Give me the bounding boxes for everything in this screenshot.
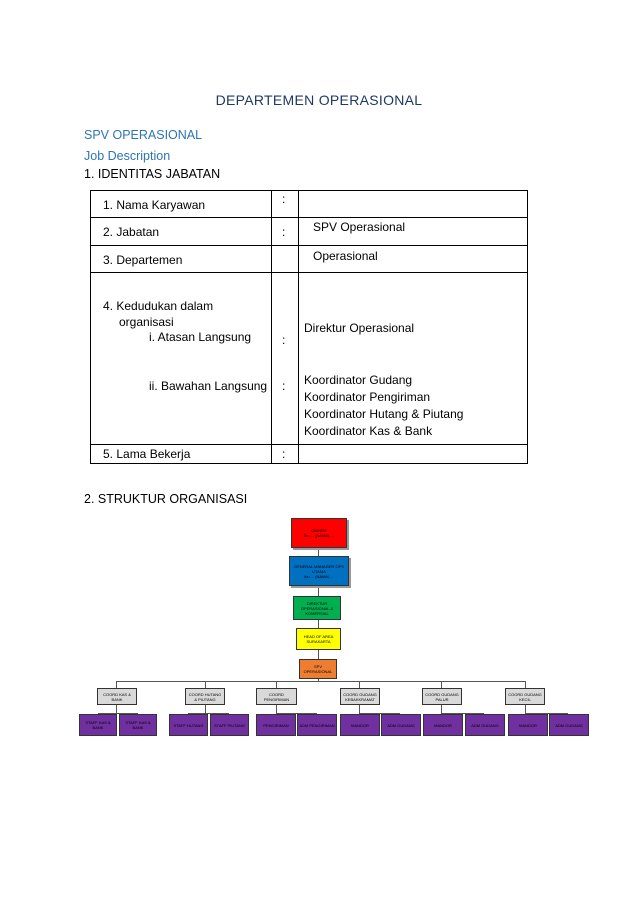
colon: : — [282, 379, 286, 393]
org-staff: MANDOR — [508, 714, 548, 736]
org-staff: ADM GUDANG — [381, 714, 421, 736]
label-organisasi: organisasi — [119, 315, 174, 329]
value-bawahan-3: Koordinator Hutang & Piutang — [304, 407, 464, 421]
org-staff: STAFF HUTANG — [169, 714, 208, 736]
org-coord: COORD GUDANG PALUR — [422, 688, 462, 705]
org-coord: COORD HUTANG & PIUTANG — [185, 688, 225, 705]
label-kedudukan: 4. Kedudukan dalam — [103, 299, 214, 313]
value-bawahan-2: Koordinator Pengiriman — [304, 390, 431, 404]
value-atasan: Direktur Operasional — [304, 321, 415, 335]
org-staff: ADM GUDANG — [549, 714, 589, 736]
label-jabatan: 2. Jabatan — [103, 225, 160, 239]
org-staff: MANDOR — [340, 714, 380, 736]
org-staff: MANDOR — [423, 714, 463, 736]
org-gm: GENERAL MANAGER OPS UTAMA Ibu ... (NAMA) ... — [289, 556, 349, 586]
org-owner: OWNER Ibu ... (NAMA) ... — [291, 518, 347, 548]
colon: : — [282, 192, 286, 206]
org-spv: SPV OPERASIONAL — [299, 659, 337, 679]
value-jabatan: SPV Operasional — [313, 220, 406, 234]
org-staff: ADM PENGIRIMAN — [297, 714, 337, 736]
org-coord: COORD PENGIRIMAN — [256, 688, 297, 705]
label-departemen: 3. Departemen — [103, 253, 183, 267]
org-staff: ADM GUDANG — [465, 714, 505, 736]
value-bawahan-1: Koordinator Gudang — [304, 373, 413, 387]
label-atasan: i. Atasan Langsung — [149, 330, 252, 344]
colon: : — [282, 225, 286, 239]
job-description-heading: Job Description — [84, 149, 171, 163]
value-departemen: Operasional — [313, 249, 378, 263]
org-staff: STAFF PIUTANG — [210, 714, 249, 736]
org-staff: STAFF KAS & BANK — [119, 714, 157, 736]
spv-heading: SPV OPERASIONAL — [84, 128, 203, 142]
section-identity-heading: 1. IDENTITAS JABATAN — [84, 167, 221, 181]
org-head-area: HEAD OF AREA SURAKARTA — [296, 628, 341, 650]
label-lama-bekerja: 5. Lama Bekerja — [103, 447, 191, 461]
page-title: DEPARTEMEN OPERASIONAL — [215, 92, 423, 108]
colon: : — [282, 333, 286, 347]
org-coord: COORD KAS & BANK — [97, 688, 137, 705]
org-coord: COORD GUDANG KECIL — [505, 688, 545, 705]
org-coord: COORD GUDANG KEBAKKRAMAT — [340, 688, 380, 705]
colon: : — [282, 447, 286, 461]
label-nama: 1. Nama Karyawan — [103, 198, 206, 212]
org-director: DIREKTUR OPERASIONAL & KOMERSIAL — [293, 596, 341, 620]
org-staff: STAFF KAS & BANK — [79, 714, 117, 736]
section-structure-heading: 2. STRUKTUR ORGANISASI — [84, 492, 248, 506]
label-bawahan: ii. Bawahan Langsung — [149, 379, 268, 393]
value-bawahan-4: Koordinator Kas & Bank — [304, 424, 433, 438]
org-staff: PENGIRIMAN — [256, 714, 296, 736]
